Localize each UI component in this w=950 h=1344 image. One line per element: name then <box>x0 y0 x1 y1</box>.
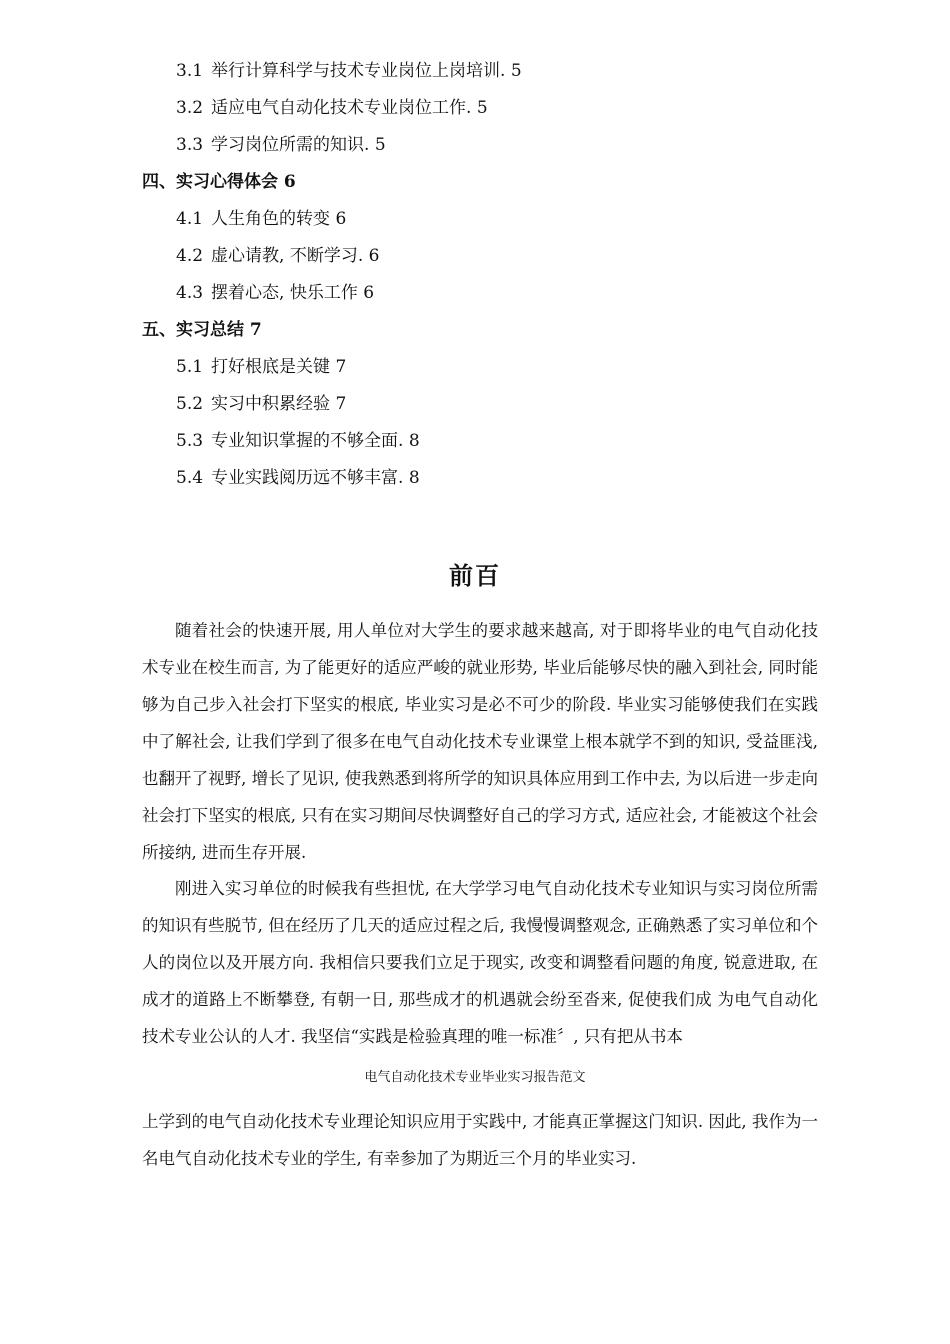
toc-item-number: 5.2 <box>176 394 204 414</box>
toc-item-text: 举行计算科学与技术专业岗位上岗培训. 5 <box>211 61 522 81</box>
toc-item-number: 4.2 <box>176 246 204 266</box>
toc-section-heading[interactable] <box>142 169 822 206</box>
toc-item-number: 3.3 <box>176 135 204 155</box>
toc-section-text: 五、实习总结 7 <box>142 320 262 340</box>
toc-item[interactable] <box>142 95 822 132</box>
toc-item-number: 4.3 <box>176 283 204 303</box>
toc-item-text: 实习中积累经验 7 <box>211 394 347 414</box>
toc-item-number: 5.3 <box>176 431 204 451</box>
page-footer: 电气自动化技术专业毕业实习报告范文 <box>364 1070 586 1085</box>
toc-item-number: 5.4 <box>176 468 204 488</box>
toc-item[interactable] <box>142 206 822 243</box>
toc-item-text: 专业知识掌握的不够全面. 8 <box>211 431 420 451</box>
toc-item[interactable] <box>142 243 822 280</box>
toc-item-number: 5.1 <box>176 357 204 377</box>
toc-item[interactable] <box>142 132 822 169</box>
toc-item[interactable] <box>142 58 822 95</box>
paragraph-text: 刚进入实习单位的时候我有些担忧, 在大学学习电气自动化技术专业知识与实习岗位所需的知识有些脱节, 但在经历了几天的适应过程之后, 我慢慢调整观念, 正确熟悉了实习单位和个人的岗位以及开展方向. 我相信只要我们立足于现实, 改变和调整看问题的角度, 锐意进取, 在成才的道路上不断攀登, 有朝一日, 那些成才的机遇就会纷至沓来, 促使我们成 为电气自动化技术专业公认的人才. 我坚信“实践是检验真理的唯一标准〞, 只有把从书本 <box>142 879 818 1046</box>
toc-item-number: 4.1 <box>176 209 204 229</box>
toc-section-heading[interactable] <box>142 317 822 354</box>
toc-item-number: 3.1 <box>176 61 204 81</box>
preface-title: 前百 <box>449 561 501 590</box>
toc-item-text: 打好根底是关键 7 <box>211 357 347 377</box>
toc-item-text: 适应电气自动化技术专业岗位工作. 5 <box>211 98 488 118</box>
toc-item-text: 人生角色的转变 6 <box>211 209 347 229</box>
toc-item-text: 专业实践阅历远不够丰富. 8 <box>211 468 420 488</box>
toc-item-number: 3.2 <box>176 98 204 118</box>
toc-item[interactable] <box>142 280 822 317</box>
paragraph-text: 随着社会的快速开展, 用人单位对大学生的要求越来越高, 对于即将毕业的电气自动化技术专业在校生而言, 为了能更好的适应严峻的就业形势, 毕业后能够尽快的融入到社会, 同时能够为自己步入社会打下坚实的根底, 毕业实习是必不可少的阶段. 毕业实习能够使我们在实践中了解社会, 让我们学到了很多在电气自动化技术专业课堂上根本就学不到的知识, 受益匪浅, 也翻开了视野, 增长了见识, 使我熟悉到将所学的知识具体应用到工作中去, 为以后进一步走向社会打下坚实的根底, 只有在实习期间尽快调整好自己的学习方式, 适应社会, 才能被这个社会所接纳, 进而生存开展. <box>142 621 818 862</box>
toc-item[interactable] <box>142 391 822 428</box>
paragraph-text: 上学到的电气自动化技术专业理论知识应用于实践中, 才能真正掌握这门知识. 因此, 我作为一名电气自动化技术专业的学生, 有幸参加了为期近三个月的毕业实习. <box>142 1112 818 1168</box>
toc-item-text: 摆着心态, 快乐工作 6 <box>211 283 375 303</box>
preface-paragraph <box>142 1103 818 1177</box>
toc-item[interactable] <box>142 465 822 502</box>
toc-item-text: 虚心请教, 不断学习. 6 <box>211 246 380 266</box>
toc-item[interactable] <box>142 428 822 465</box>
toc-item[interactable] <box>142 354 822 391</box>
table-of-contents <box>142 58 822 502</box>
preface-paragraph <box>142 870 818 1055</box>
preface-paragraph <box>142 612 818 871</box>
toc-section-text: 四、实习心得体会 6 <box>142 172 296 192</box>
toc-item-text: 学习岗位所需的知识. 5 <box>211 135 386 155</box>
